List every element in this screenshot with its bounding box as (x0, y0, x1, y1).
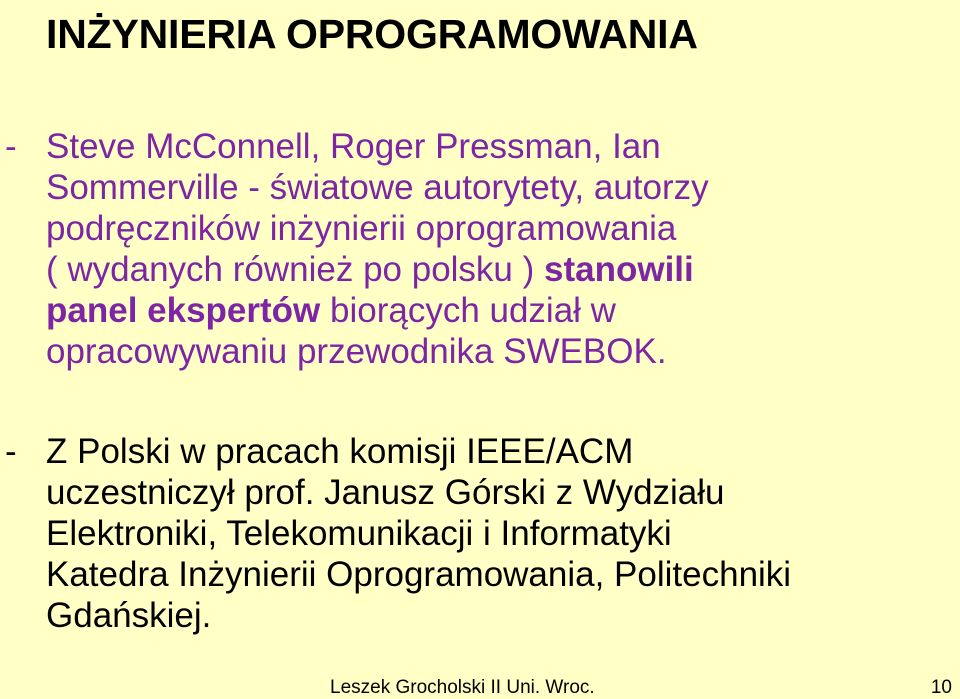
page-number: 10 (930, 677, 952, 698)
bullet-authors-line-5 (46, 290, 955, 331)
footer-author: Leszek Grocholski II Uni. Wroc. (330, 677, 595, 698)
bullet-poland-line-4: Katedra Inżynierii Oprogramowania, Politechniki (46, 555, 792, 594)
bullet-poland-text (46, 431, 955, 636)
bullet-poland (0, 431, 955, 636)
bullet-authors-text (46, 126, 955, 372)
bullet-authors-line-1: Steve McConnell, Roger Pressman, Ian (46, 127, 661, 166)
bullet-marker: - (5, 127, 17, 166)
bullet-authors-line-6: opracowywaniu przewodnika SWEBOK. (46, 332, 667, 371)
bullet-poland-line-2: uczestniczył prof. Janusz Górski z Wydziału (46, 473, 725, 512)
bullet-poland-line-3: Elektroniki, Telekomunikacji i Informatyki (46, 514, 672, 553)
bullet-marker: - (5, 432, 17, 471)
slide-footer (0, 676, 960, 699)
bullet-authors-line-5-plain: biorących udział w (320, 291, 616, 330)
bullet-authors (0, 126, 955, 372)
bullet-poland-line-1: Z Polski w pracach komisji IEEE/ACM (46, 432, 634, 471)
bullet-authors-line-2: Sommerville - światowe autorytety, autorzy (46, 168, 709, 207)
slide-title: INŻYNIERIA OPROGRAMOWANIA (46, 11, 698, 57)
bullet-poland-line-5: Gdańskiej. (46, 596, 212, 635)
bullet-authors-line-4-plain: ( wydanych również po polsku ) (46, 250, 544, 289)
bullet-authors-line-3: podręczników inżynierii oprogramowania (46, 209, 677, 248)
bullet-authors-line-4 (46, 249, 955, 290)
bullet-authors-line-4-bold: stanowili (544, 250, 694, 289)
bullet-authors-line-5-bold: panel ekspertów (46, 291, 321, 330)
